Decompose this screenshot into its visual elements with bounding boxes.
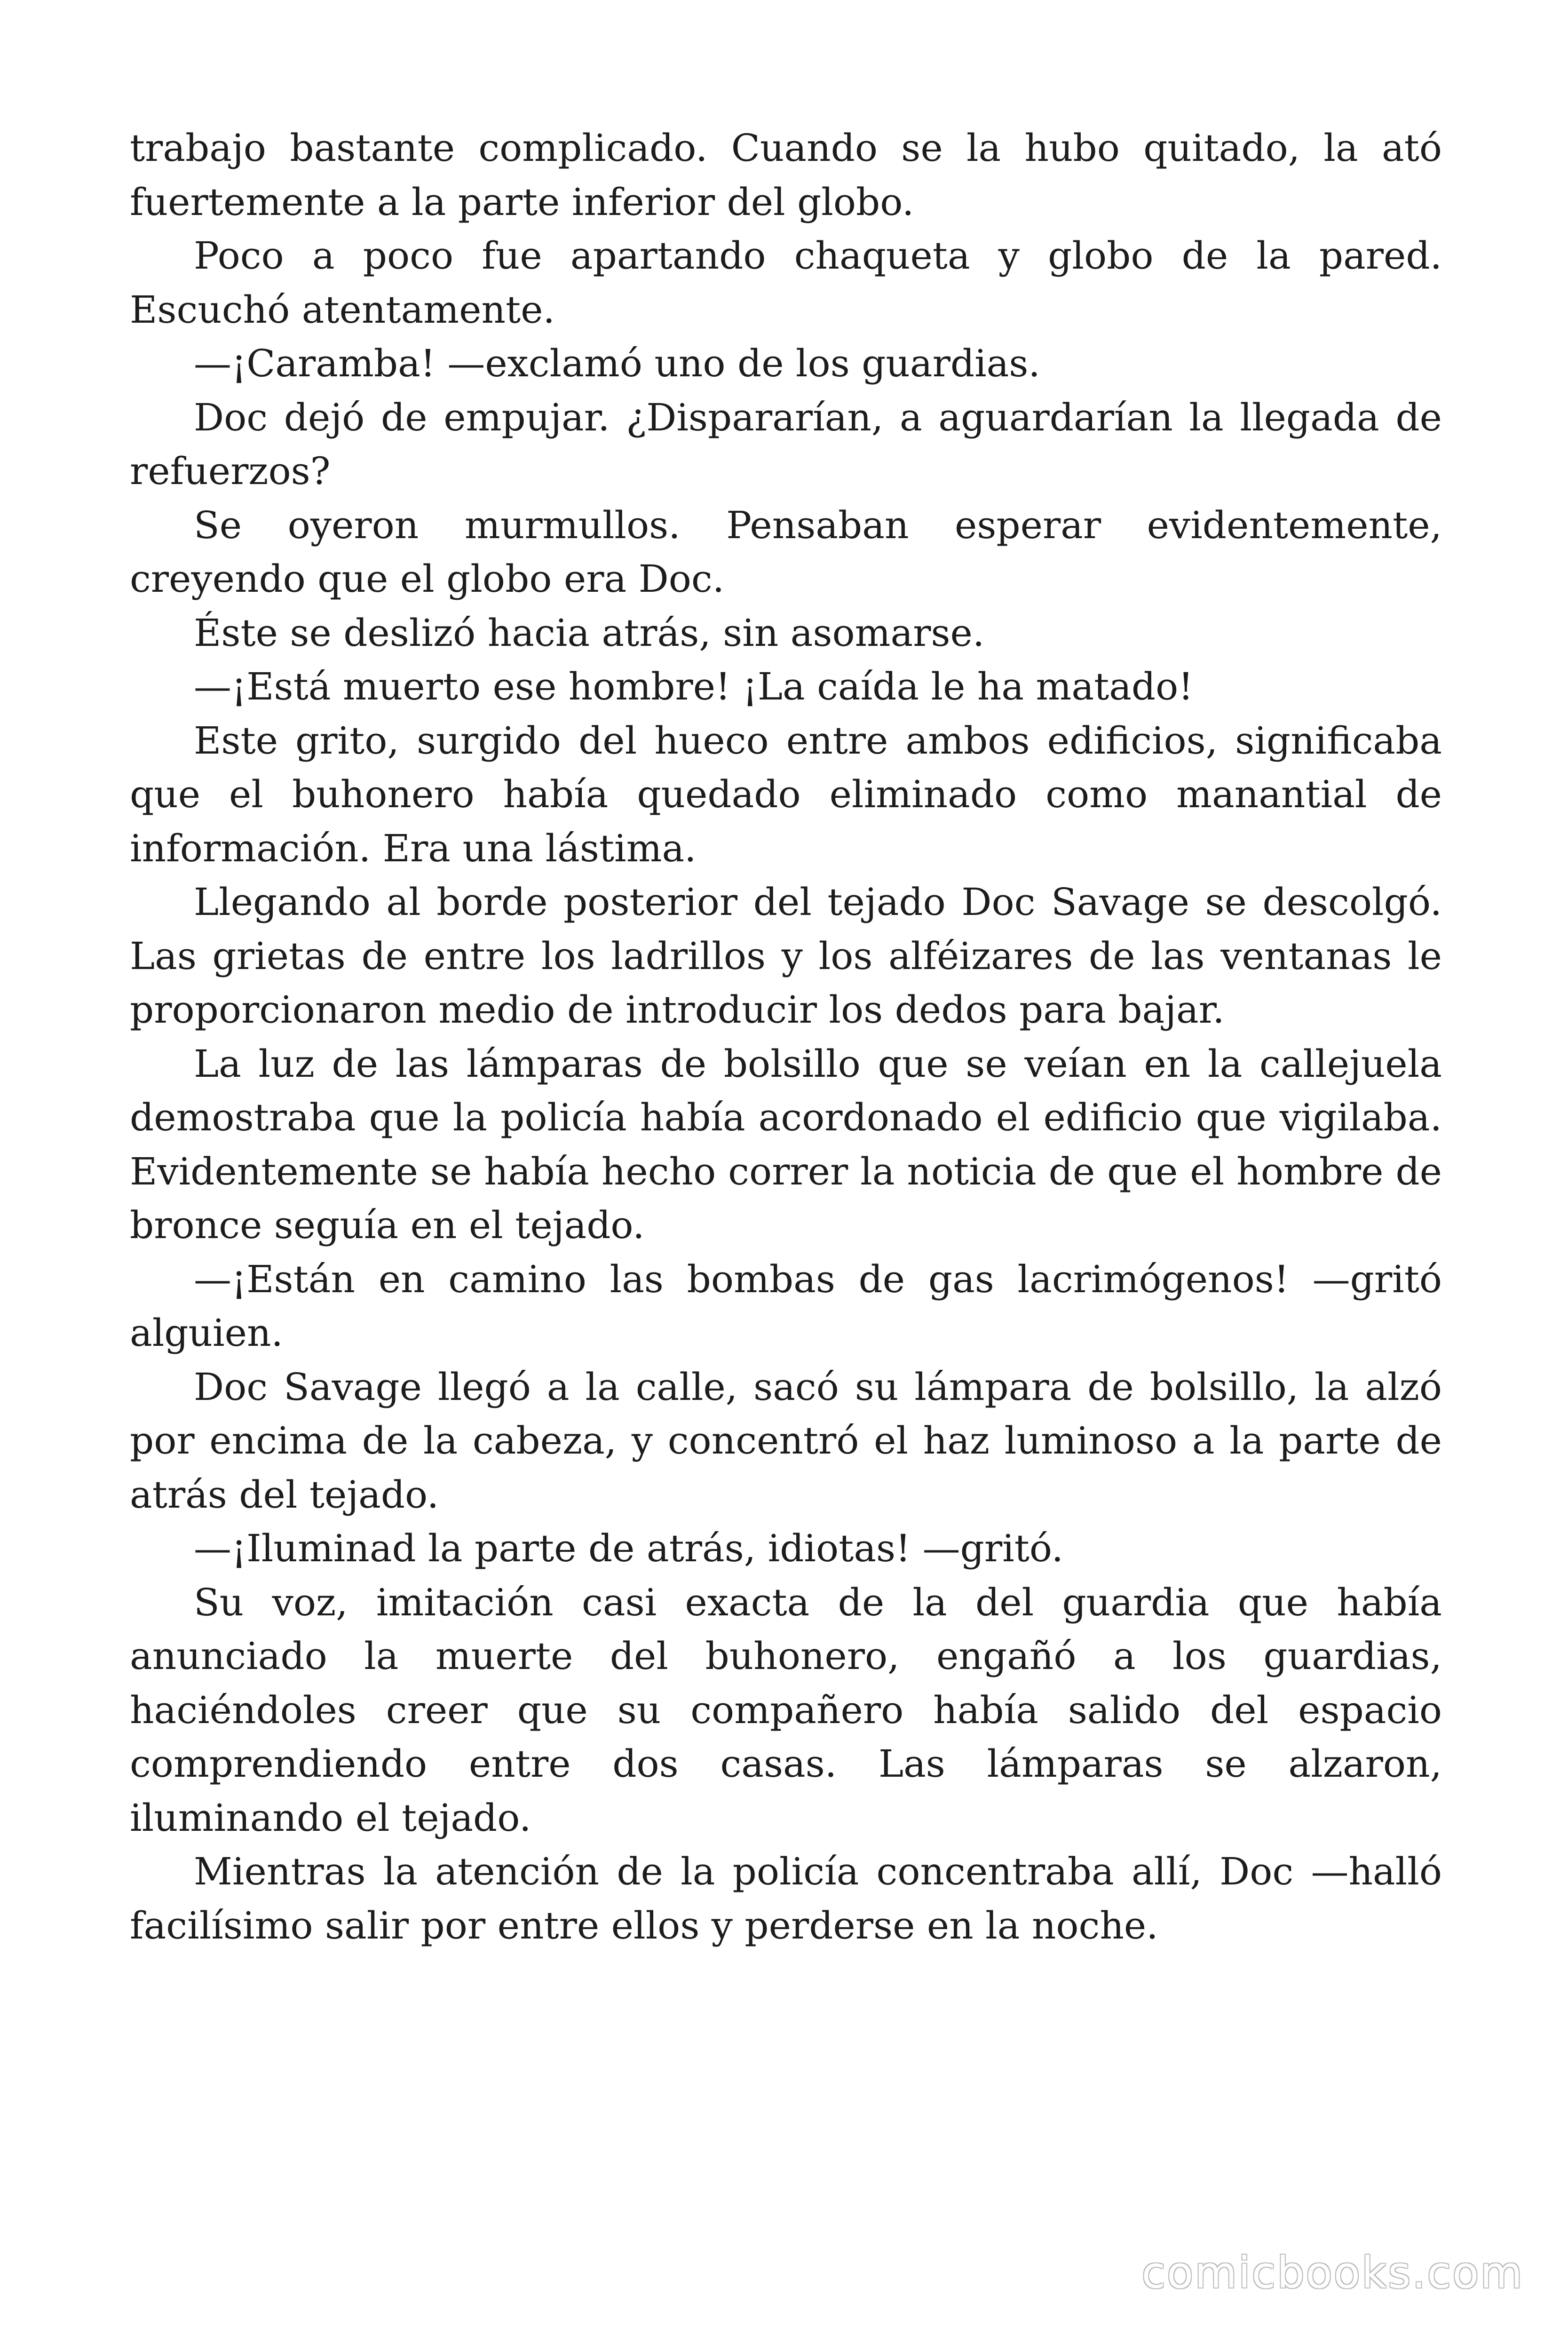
- body-text: [130, 121, 1442, 1953]
- paragraph-continued: trabajo bastante complicado. Cuando se la hubo quitado, la ató fuertemente a la parte inferior del globo.: [130, 126, 1442, 224]
- dialogue-paragraph: —¡Iluminad la parte de atrás, idiotas! —gritó.: [194, 1526, 1064, 1570]
- paragraph: Llegando al borde posterior del tejado Doc Savage se descolgó. Las grietas de entre los ladrillos y los alféizares de las ventanas le proporcionaron medio de introducir los dedos para bajar.: [130, 880, 1442, 1032]
- watermark: comicbooks.com: [1141, 2248, 1524, 2298]
- dialogue-paragraph: —¡Está muerto ese hombre! ¡La caída le ha matado!: [194, 665, 1194, 708]
- paragraph: Doc dejó de empujar. ¿Dispararían, a aguardarían la llegada de refuerzos?: [130, 395, 1442, 493]
- paragraph: La luz de las lámparas de bolsillo que se veían en la callejuela demostraba que la policía había acordonado el edificio que vigilaba. Evidentemente se había hecho correr la noticia de que el hombre de bronce seguía en el tejado.: [130, 1041, 1442, 1247]
- paragraph: Este grito, surgido del hueco entre ambos edificios, significaba que el buhonero había quedado eliminado como manantial de información. Era una lástima.: [130, 718, 1442, 870]
- paragraph: Éste se deslizó hacia atrás, sin asomarse.: [194, 611, 985, 655]
- paragraph: Su voz, imitación casi exacta de la del guardia que había anunciado la muerte del buhonero, engañó a los guardias, haciéndoles creer que su compañero había salido del espacio comprendiendo entre dos casas. Las lámparas se alzaron, iluminando el tejado.: [130, 1580, 1442, 1840]
- paragraph: Poco a poco fue apartando chaqueta y globo de la pared. Escuchó atentamente.: [130, 234, 1442, 332]
- paragraph: Mientras la atención de la policía concentraba allí, Doc —halló facilísimo salir por entre ellos y perderse en la noche.: [130, 1850, 1442, 1947]
- dialogue-paragraph: —¡Están en camino las bombas de gas lacrimógenos! —gritó alguien.: [130, 1257, 1442, 1355]
- dialogue-paragraph: —¡Caramba! —exclamó uno de los guardias.: [194, 342, 1040, 385]
- paragraph: Doc Savage llegó a la calle, sacó su lámpara de bolsillo, la alzó por encima de la cabeza, y concentró el haz luminoso a la parte de atrás del tejado.: [130, 1365, 1442, 1517]
- paragraph: Se oyeron murmullos. Pensaban esperar evidentemente, creyendo que el globo era Doc.: [130, 503, 1442, 601]
